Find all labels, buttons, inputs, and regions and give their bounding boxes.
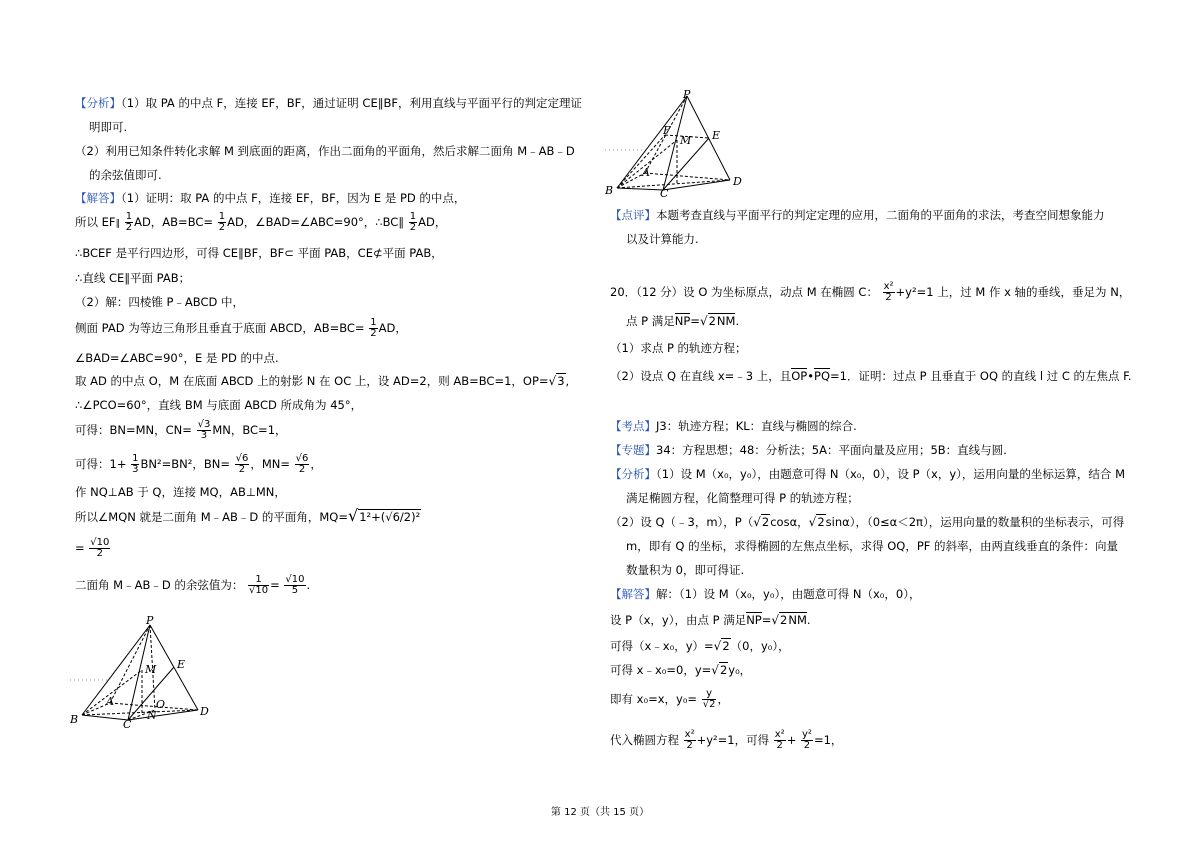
text: BN²=BN²，BN=	[140, 457, 230, 471]
sqrt-2: 2	[761, 515, 770, 529]
comment-line-1	[610, 207, 1105, 223]
text: =	[75, 541, 85, 555]
label-E: E	[177, 658, 186, 671]
fenxi-tag: 【分析】	[610, 467, 656, 481]
text: ,	[565, 374, 570, 388]
solution-line-8: 取 AD 的中点 O，M 在底面 ABCD 上的射影 N 在 OC 上，设 AD=2，则 AB=BC=1，OP=√3,	[75, 374, 570, 388]
vector-NM: NM	[716, 314, 736, 328]
text: （1）设 M（x₀，y₀），由题意可得 N（x₀，0），设 P（x，y），运用向量的坐标运算，结合 M	[656, 467, 1125, 481]
label-A: A	[106, 695, 114, 708]
label-C: C	[660, 187, 669, 198]
analysis-line-1	[75, 95, 582, 111]
text: 侧面 PAD 为等边三角形且垂直于底面 ABCD，AB=BC=	[75, 321, 365, 335]
text: =	[690, 314, 700, 328]
jieda-line-2: 设 P（x，y），由点 P 满足NP=√2NM.	[610, 613, 811, 627]
comment-tag: 【点评】	[610, 208, 656, 222]
sqrt-3: 3	[557, 374, 565, 388]
solution-line-9: ∴∠PCO=60°，直线 BM 与底面 ABCD 所成角为 45°，	[75, 398, 363, 412]
vector-NP: NP	[674, 314, 691, 328]
text: +y²=1，可得	[696, 733, 770, 747]
fenxi-line-2: 满足椭圆方程，化简整理可得 P 的轨迹方程；	[626, 491, 859, 505]
question-20-line-1	[610, 282, 1130, 303]
label-M: M	[145, 663, 157, 676]
text: 设 P（x，y），由点 P 满足	[610, 613, 747, 627]
question-20-line-2: 点 P 满足NP=√2NM.	[626, 314, 740, 328]
text: 可得：1+	[75, 457, 127, 471]
text: ，MN=	[250, 457, 291, 471]
text: 所以 EF	[75, 215, 116, 229]
text: （0，y₀），	[730, 639, 790, 653]
jieda-line-5	[610, 689, 729, 710]
text: y₀，	[728, 663, 752, 677]
text: AD，	[418, 215, 447, 229]
label-B: B	[70, 713, 79, 726]
question-20-part-1: （1）求点 P 的轨迹方程；	[610, 341, 747, 355]
jieda-line-3: 可得（x﹣x₀，y）=√2（0，y₀），	[610, 639, 790, 653]
text: =	[761, 613, 772, 627]
comment-line-2: 以及计算能力.	[626, 232, 699, 246]
text: 可得：BN=MN，CN=	[75, 423, 192, 437]
zhuanti-line	[610, 442, 1007, 458]
sqrt-expression: 1²+(√6/2)²	[359, 510, 421, 524]
text: ，	[310, 457, 322, 471]
sqrt-2: 2	[722, 639, 730, 653]
text: sinα），（0≤α＜2π），运用向量的数量积的坐标表示，可得	[825, 515, 1125, 529]
text: （2）设 Q（﹣3，m），P（	[610, 515, 754, 529]
jieda-tag: 【解答】	[610, 587, 656, 601]
sqrt-2: 2	[708, 314, 716, 328]
label-E: E	[712, 129, 721, 142]
jieda-line-4: 可得 x﹣x₀=0，y=√2y₀，	[610, 663, 752, 677]
label-B: B	[605, 184, 614, 197]
question-20-part-2	[610, 368, 1132, 384]
analysis-text: （1）取 PA 的中点 F，连接 EF，BF，通过证明 CE∥BF，利用直线与平面平行的判定定理证	[121, 96, 582, 110]
solution-line-5: （2）解：四棱锥 P﹣ABCD 中，	[75, 295, 245, 309]
text: MN，BC=1，	[212, 423, 287, 437]
solution-line-13: 所以∠MQN 就是二面角 M﹣AB﹣D 的平面角，MQ=√1²+(√6/2)²	[75, 506, 421, 525]
fraction-x2-over-2: $\frac{\text{x²}}{2}$	[774, 729, 785, 751]
analysis-line-3: （2）利用已知条件转化求解 M 到底面的距离，作出二面角的平面角，然后求解二面角 M﹣AB﹣D	[75, 144, 575, 158]
text: =	[270, 578, 280, 592]
text: AD，∠BAD=∠ABC=90°，∴BC∥	[227, 215, 405, 229]
solution-tag: 【解答】	[75, 191, 121, 205]
fraction-cosine: $\frac{1}{√10}$	[249, 574, 269, 596]
analysis-tag: 【分析】	[75, 96, 121, 110]
fraction-half: $\frac{1}{2}$	[370, 317, 377, 339]
vector-NM: NM	[788, 613, 807, 627]
text: =1．证明：过点 P 且垂直于 OQ 的直线 l 过 C 的左焦点 F.	[830, 369, 1132, 383]
text: 点 P 满足	[626, 314, 675, 328]
pyramid-figure-left	[70, 615, 220, 730]
text: 可得 x﹣x₀=0，y=	[610, 663, 712, 677]
solution-line-6	[75, 318, 407, 339]
text: 本题考查直线与平面平行的判定定理的应用，二面角的平面角的求法，考查空间想象能力	[656, 208, 1105, 222]
label-M: M	[680, 134, 692, 147]
text: 二面角 M﹣AB﹣D 的余弦值为：	[75, 578, 244, 592]
text: 解：（1）设 M（x₀，y₀），由题意可得 N（x₀，0），	[656, 587, 921, 601]
text: =1，	[813, 733, 843, 747]
label-C: C	[123, 718, 132, 730]
kaodian-tag: 【考点】	[610, 419, 656, 433]
label-N: N	[147, 709, 157, 722]
solution-line-12: 作 NQ⊥AB 于 Q，连接 MQ，AB⊥MN，	[75, 485, 286, 499]
fraction-sqrt3-over-3: $\frac{√3}{3}$	[197, 419, 211, 441]
label-D: D	[200, 705, 209, 718]
jieda-line-1	[610, 586, 920, 602]
jieda-line-6	[610, 730, 842, 751]
text: •	[807, 369, 815, 383]
fraction-sqrt10-over-5: $\frac{√10}{5}$	[285, 574, 305, 596]
fenxi-line-4: m，即有 Q 的坐标，求得椭圆的左焦点坐标，求得 OQ，PF 的斜率，由两直线垂直的条件：向量	[626, 539, 1119, 553]
fenxi-line-1	[610, 466, 1125, 482]
solution-text: （1）证明：取 PA 的中点 F，连接 EF，BF，因为 E 是 PD 的中点，	[121, 191, 466, 205]
analysis-line-4: 的余弦值即可.	[89, 168, 162, 182]
solution-line-3: ∴BCEF 是平行四边形，可得 CE∥BF，BF⊂ 平面 PAB，CE⊄平面 PAB，	[75, 246, 443, 260]
fraction-y2-over-2: $\frac{\text{y²}}{2}$	[802, 729, 812, 751]
fraction-x2-over-2: $\frac{\text{x²}}{2}$	[684, 729, 695, 751]
analysis-line-2: 明即可.	[89, 120, 128, 134]
label-O: O	[156, 698, 166, 711]
label-D: D	[733, 175, 742, 188]
fenxi-line-5: 数量积为 0，即可得证.	[626, 563, 745, 577]
sqrt-2: 2	[780, 613, 788, 627]
solution-line-10	[75, 420, 287, 441]
fraction-x2-over-2: $\frac{\text{x²}}{2}$	[883, 281, 894, 303]
text: 代入椭圆方程	[610, 733, 679, 747]
text: cosα，	[770, 515, 809, 529]
text: +	[786, 733, 797, 747]
text: ，	[717, 692, 729, 706]
fraction-third: $\frac{1}{3}$	[132, 453, 139, 475]
label-P: P	[146, 615, 154, 627]
pyramid-figure-right	[605, 88, 775, 198]
solution-line-11	[75, 454, 322, 475]
text: 即有 x₀=x，y₀=	[610, 692, 698, 706]
text: 34：方程思想；48：分析法；5A：平面向量及应用；5B：直线与圆.	[656, 443, 1007, 457]
label-P: P	[683, 88, 691, 101]
text: AD，	[378, 321, 407, 335]
text: （2）设点 Q 在直线 x=﹣3 上，且	[610, 369, 792, 383]
solution-line-15: 二面角 M﹣AB﹣D 的余弦值为： $\frac{1}{√10}$ = $\frac{√10}{5}$ .	[75, 574, 311, 596]
text: J3：轨迹方程；KL：直线与椭圆的综合.	[656, 419, 857, 433]
vector-NP: NP	[746, 613, 762, 627]
solution-line-4: ∴直线 CE∥平面 PAB；	[75, 271, 191, 285]
sqrt-2: 2	[817, 515, 825, 529]
solution-line-14	[75, 538, 111, 559]
fraction-half: $\frac{1}{2}$	[125, 211, 133, 233]
solution-line-1	[75, 190, 465, 206]
solution-line-2	[75, 212, 446, 233]
label-A: A	[642, 166, 650, 179]
fraction-half: $\frac{1}{2}$	[409, 211, 417, 233]
text: .	[806, 613, 811, 627]
label-F: F	[663, 124, 671, 137]
vector-PQ: PQ	[814, 369, 831, 383]
text: 取 AD 的中点 O，M 在底面 ABCD 上的射影 N 在 OC 上，设 AD=2，则 AB=BC=1，OP=	[75, 374, 549, 388]
text: 20．（12 分）设 O 为坐标原点，动点 M 在椭圆 C：	[610, 285, 878, 299]
text: AD，AB=BC=	[134, 215, 214, 229]
fraction-sqrt10-over-2: $\frac{√10}{2}$	[90, 537, 110, 559]
parallel-equal-symbol: ∥	[115, 219, 121, 229]
zhuanti-tag: 【专题】	[610, 443, 656, 457]
text: +y²=1 上，过 M 作 x 轴的垂线，垂足为 N，	[895, 285, 1131, 299]
page-footer: 第 12 页（共 15 页）	[550, 807, 650, 818]
fraction-half: $\frac{1}{2}$	[218, 211, 226, 233]
fraction-y-over-sqrt2: $\frac{y}{√2}$	[702, 688, 716, 710]
text: 可得（x﹣x₀，y）=	[610, 639, 714, 653]
solution-line-7: ∠BAD=∠ABC=90°，E 是 PD 的中点.	[75, 351, 279, 365]
kaodian-line	[610, 418, 857, 434]
sqrt-2: 2	[719, 663, 728, 677]
vector-OP: OP	[791, 369, 808, 383]
fraction-sqrt6-over-2: $\frac{√6}{2}$	[295, 453, 309, 475]
fraction-sqrt6-over-2: $\frac{√6}{2}$	[235, 453, 249, 475]
fenxi-line-3: （2）设 Q（﹣3，m），P（√2cosα，√2sinα），（0≤α＜2π），运用向量的数量积的坐标表示，可得	[610, 515, 1125, 529]
text: 所以∠MQN 就是二面角 M﹣AB﹣D 的平面角，MQ=	[75, 510, 348, 524]
text: .	[735, 314, 740, 328]
